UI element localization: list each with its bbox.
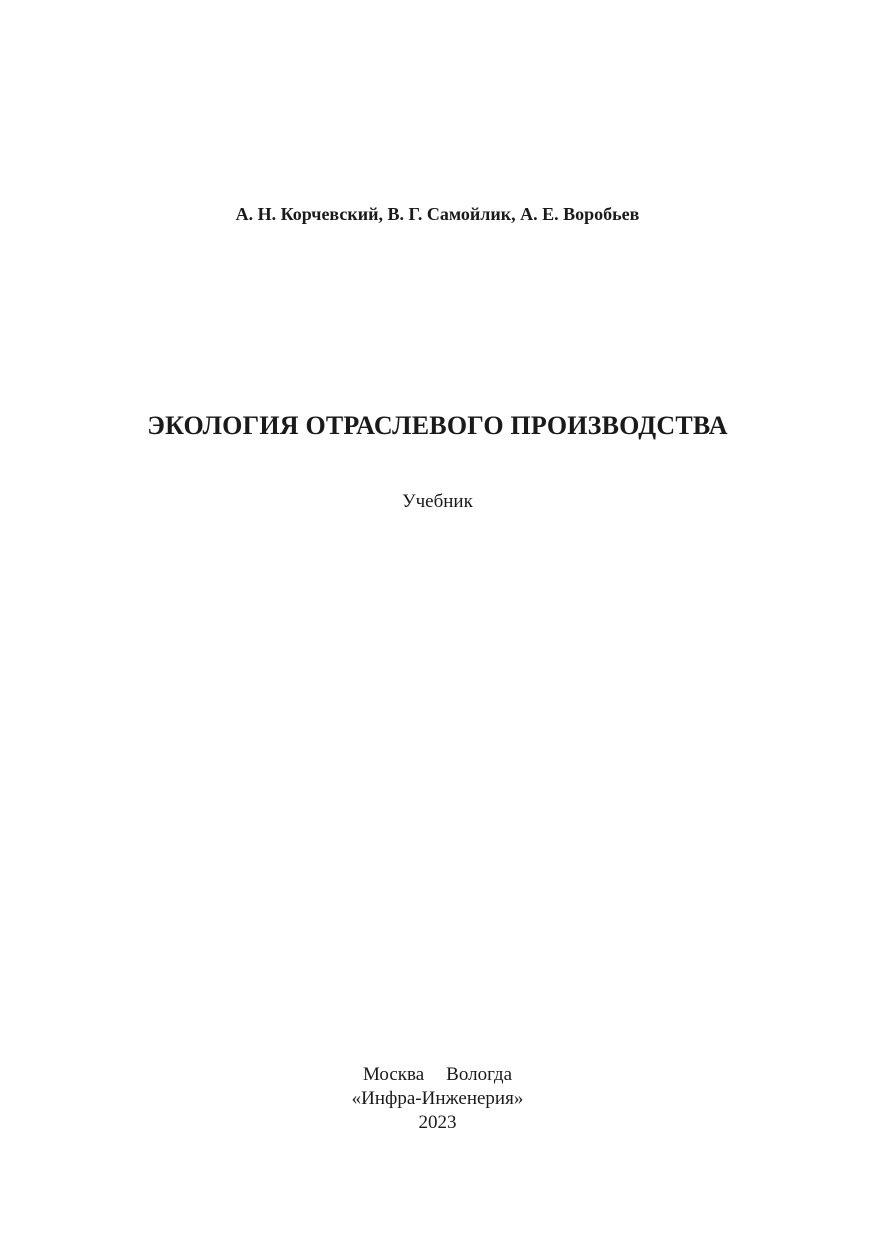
imprint-cities bbox=[0, 1063, 875, 1087]
book-subtitle: Учебник bbox=[402, 491, 473, 512]
book-title: ЭКОЛОГИЯ ОТРАСЛЕВОГО ПРОИЗВОДСТВА bbox=[147, 411, 728, 440]
imprint-year: 2023 bbox=[418, 1112, 457, 1133]
imprint-block bbox=[0, 1063, 875, 1135]
imprint-city-moscow: Москва bbox=[362, 1064, 425, 1085]
imprint-publisher: «Инфра-Инженерия» bbox=[351, 1088, 524, 1109]
imprint-city-vologda: Вологда bbox=[446, 1064, 513, 1085]
authors-line: А. Н. Корчевский, В. Г. Самойлик, А. Е. Воробьев bbox=[235, 204, 640, 224]
